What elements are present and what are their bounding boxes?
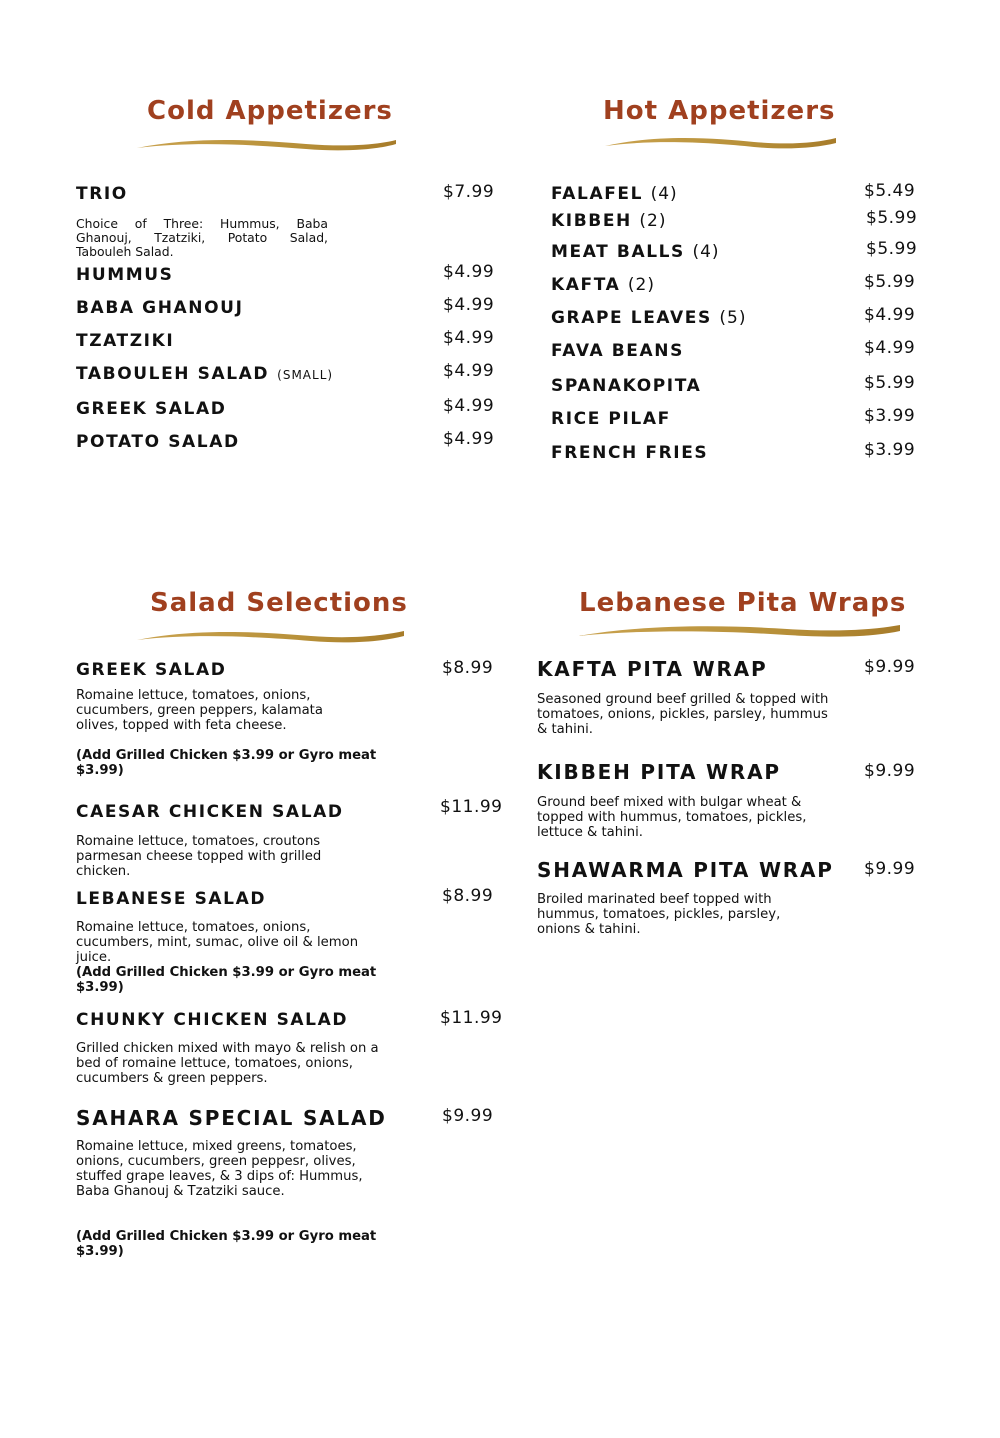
menu-item-price: $9.99 [864, 761, 916, 781]
menu-item-name: KIBBEH PITA WRAP [537, 760, 781, 784]
menu-item-name-text: KIBBEH [551, 211, 632, 231]
menu-item-price: $5.49 [864, 181, 916, 201]
menu-item-name [551, 308, 746, 328]
menu-item-description: Romaine lettuce, tomatoes, croutons parmesan cheese topped with grilled chicken. [76, 834, 322, 879]
menu-item-name: HUMMUS [76, 265, 174, 285]
menu-item-description: Romaine lettuce, tomatoes, onions, cucumbers, mint, sumac, olive oil & lemon juice. [76, 920, 359, 965]
menu-item-name: SAHARA SPECIAL SALAD [76, 1106, 387, 1130]
menu-item-name: TZATZIKI [76, 331, 175, 351]
section-title: Hot Appetizers [603, 96, 836, 126]
menu-item-name: RICE PILAF [551, 409, 671, 429]
menu-item-price: $8.99 [442, 886, 494, 906]
gold-swash-divider-icon [136, 628, 406, 646]
menu-item-name: TRIO [76, 184, 128, 204]
menu-item-name [551, 211, 666, 231]
menu-item-price: $4.99 [443, 262, 495, 282]
menu-item-price: $5.99 [866, 239, 918, 259]
menu-item-price: $4.99 [443, 295, 495, 315]
menu-item-name-text: MEAT BALLS [551, 242, 685, 262]
add-on-note: (Add Grilled Chicken $3.99 or Gyro meat $3.99) [76, 1229, 377, 1259]
menu-item-name [551, 275, 655, 295]
menu-item-price: $11.99 [440, 797, 503, 817]
menu-item-price: $4.99 [443, 396, 495, 416]
section-title: Salad Selections [150, 588, 408, 618]
menu-item-name: CAESAR CHICKEN SALAD [76, 802, 344, 822]
menu-item-price: $11.99 [440, 1008, 503, 1028]
menu-item-price: $9.99 [442, 1106, 494, 1126]
menu-item-price: $5.99 [866, 208, 918, 228]
menu-item-description: Broiled marinated beef topped with hummus, tomatoes, pickles, parsley, onions & tahini. [537, 892, 781, 937]
gold-swash-divider-icon [577, 622, 902, 640]
menu-item-name: POTATO SALAD [76, 432, 240, 452]
menu-item-name-text: TABOULEH SALAD [76, 364, 270, 384]
menu-item-name: KAFTA PITA WRAP [537, 657, 768, 681]
menu-item-price: $9.99 [864, 859, 916, 879]
menu-item-price: $4.99 [443, 429, 495, 449]
quantity-note: (5) [719, 308, 747, 328]
menu-item-name: LEBANESE SALAD [76, 889, 267, 909]
menu-item-name-text: KAFTA [551, 275, 621, 295]
add-on-note: (Add Grilled Chicken $3.99 or Gyro meat $3.99) [76, 748, 377, 778]
menu-item-price: $9.99 [864, 657, 916, 677]
menu-item-name: GREEK SALAD [76, 399, 227, 419]
menu-item-price: $7.99 [443, 182, 495, 202]
menu-item-name [76, 364, 333, 384]
menu-item-name [551, 184, 678, 204]
menu-item-price: $4.99 [864, 305, 916, 325]
menu-item-price: $4.99 [864, 338, 916, 358]
menu-item-name: CHUNKY CHICKEN SALAD [76, 1010, 349, 1030]
quantity-note: (2) [627, 275, 656, 295]
menu-item-name: FAVA BEANS [551, 341, 684, 361]
portion-note: (SMALL) [277, 368, 334, 382]
menu-item-price: $3.99 [864, 406, 916, 426]
section-title: Cold Appetizers [147, 96, 393, 126]
menu-item-price: $5.99 [864, 373, 916, 393]
menu-item-description: Romaine lettuce, tomatoes, onions, cucumbers, green peppers, kalamata olives, topped with feta cheese. [76, 688, 323, 733]
menu-item-price: $4.99 [443, 328, 495, 348]
menu-item-description: Seasoned ground beef grilled & topped with tomatoes, onions, pickles, parsley, hummus & tahini. [537, 692, 829, 737]
menu-item-price: $5.99 [864, 272, 916, 292]
menu-item-name: SPANAKOPITA [551, 376, 702, 396]
menu-item-name: FRENCH FRIES [551, 443, 709, 463]
menu-item-description: Grilled chicken mixed with mayo & relish on a bed of romaine lettuce, tomatoes, onions, cucumbers & green peppers. [76, 1041, 379, 1086]
menu-item-price: $3.99 [864, 440, 916, 460]
menu-item-name [551, 242, 720, 262]
quantity-note: (4) [650, 184, 678, 204]
gold-swash-divider-icon [604, 134, 838, 152]
menu-item-name-text: FALAFEL [551, 184, 644, 204]
menu-item-name: SHAWARMA PITA WRAP [537, 858, 834, 882]
menu-item-price: $8.99 [442, 658, 494, 678]
menu-item-name: GREEK SALAD [76, 660, 227, 680]
add-on-note: (Add Grilled Chicken $3.99 or Gyro meat $3.99) [76, 965, 377, 995]
menu-item-description: Ground beef mixed with bulgar wheat & topped with hummus, tomatoes, pickles, lettuce & tahini. [537, 795, 807, 840]
menu-item-name-text: GRAPE LEAVES [551, 308, 712, 328]
menu-item-price: $4.99 [443, 361, 495, 381]
gold-swash-divider-icon [136, 136, 398, 154]
section-title: Lebanese Pita Wraps [579, 588, 907, 618]
menu-item-name: BABA GHANOUJ [76, 298, 244, 318]
quantity-note: (2) [639, 211, 667, 231]
menu-item-description: Choice of Three: Hummus, Baba Ghanouj, Tzatziki, Potato Salad, Tabouleh Salad. [76, 216, 328, 259]
quantity-note: (4) [692, 242, 720, 262]
menu-item-description: Romaine lettuce, mixed greens, tomatoes, onions, cucumbers, green peppesr, olives, stuffed grape leaves, & 3 dips of: Hummus, Baba Ghanouj & Tzatziki sauce. [76, 1139, 363, 1199]
